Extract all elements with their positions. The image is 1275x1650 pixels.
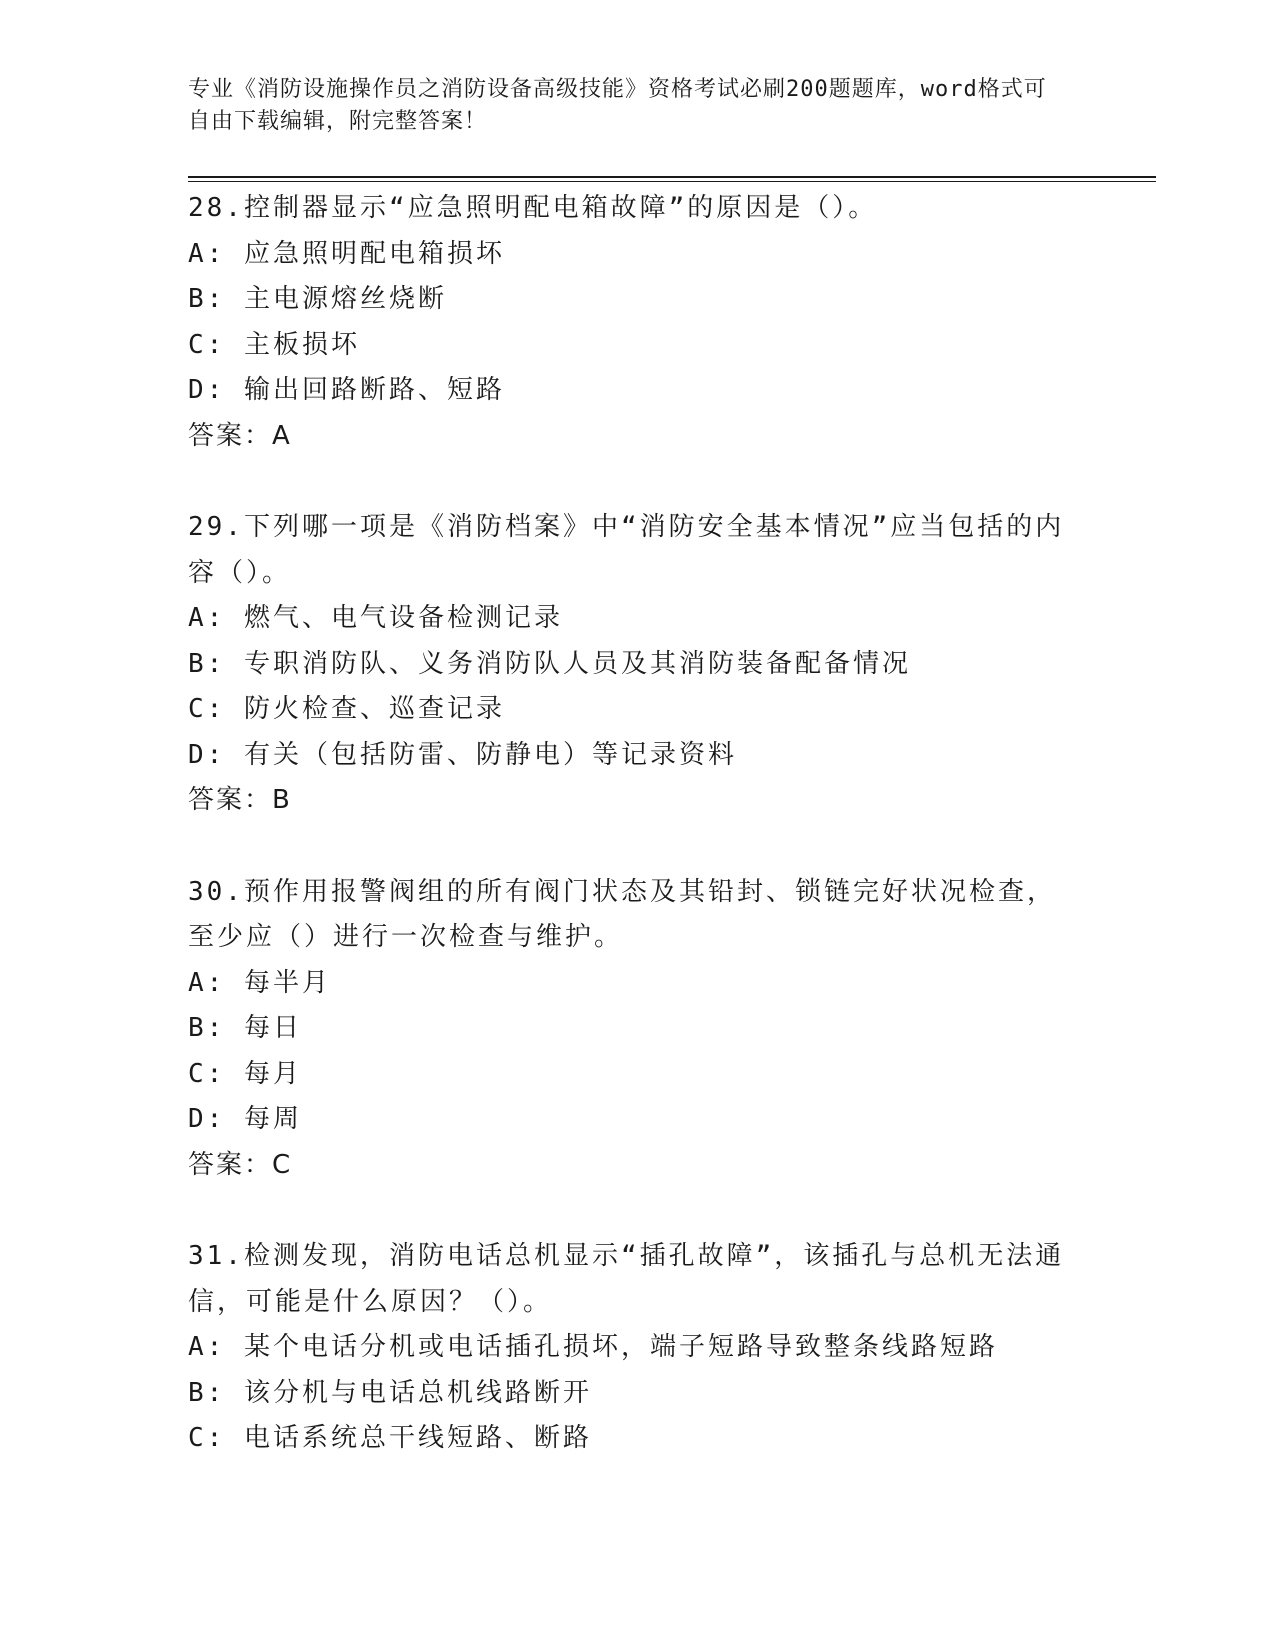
option-c: C: 主板损坏	[188, 329, 360, 360]
option-c: C: 防火检查、巡查记录	[188, 694, 505, 724]
option-d: D: 有关（包括防雷、防静电）等记录资料	[188, 739, 737, 770]
answer-label: 答案：C	[188, 1149, 293, 1180]
question-list	[188, 186, 1088, 1508]
option-a: A: 某个电话分机或电话插孔损坏，端子短路导致整条线路短路	[188, 1332, 998, 1362]
question-29	[188, 505, 1088, 824]
question-stem: 30.预作用报警阀组的所有阀门状态及其铅封、锁链完好状况检查，至少应（）进行一次检查与维护。	[188, 876, 1056, 952]
question-stem: 29.下列哪一项是《消防档案》中“消防安全基本情况”应当包括的内容（）。	[188, 512, 1065, 588]
option-a: A: 燃气、电气设备检测记录	[188, 603, 563, 633]
option-c: C: 电话系统总干线短路、断路	[188, 1423, 592, 1453]
option-b: B: 每日	[188, 1013, 302, 1043]
question-30	[188, 870, 1088, 1189]
option-d: D: 每周	[188, 1104, 302, 1134]
answer-label: 答案：A	[188, 420, 292, 451]
question-28	[188, 186, 1088, 459]
question-stem: 31.检测发现，消防电话总机显示“插孔故障”，该插孔与总机无法通信，可能是什么原因？（）。	[188, 1241, 1065, 1317]
option-a: A: 每半月	[188, 967, 331, 998]
option-b: B: 专职消防队、义务消防队人员及其消防装备配备情况	[188, 648, 911, 679]
question-31	[188, 1234, 1088, 1462]
option-d: D: 输出回路断路、短路	[188, 375, 505, 405]
header-divider-thin	[188, 181, 1156, 182]
document-header: 专业《消防设施操作员之消防设备高级技能》资格考试必刷200题题库，word格式可自由下载编辑，附完整答案！	[188, 77, 1047, 134]
option-c: C: 每月	[188, 1058, 302, 1089]
answer-label: 答案：B	[188, 785, 292, 815]
header-divider-thick	[188, 176, 1156, 178]
option-b: B: 该分机与电话总机线路断开	[188, 1377, 592, 1408]
option-b: B: 主电源熔丝烧断	[188, 284, 447, 314]
option-a: A: 应急照明配电箱损坏	[188, 238, 505, 269]
question-stem: 28.控制器显示“应急照明配电箱故障”的原因是（）。	[188, 193, 878, 223]
